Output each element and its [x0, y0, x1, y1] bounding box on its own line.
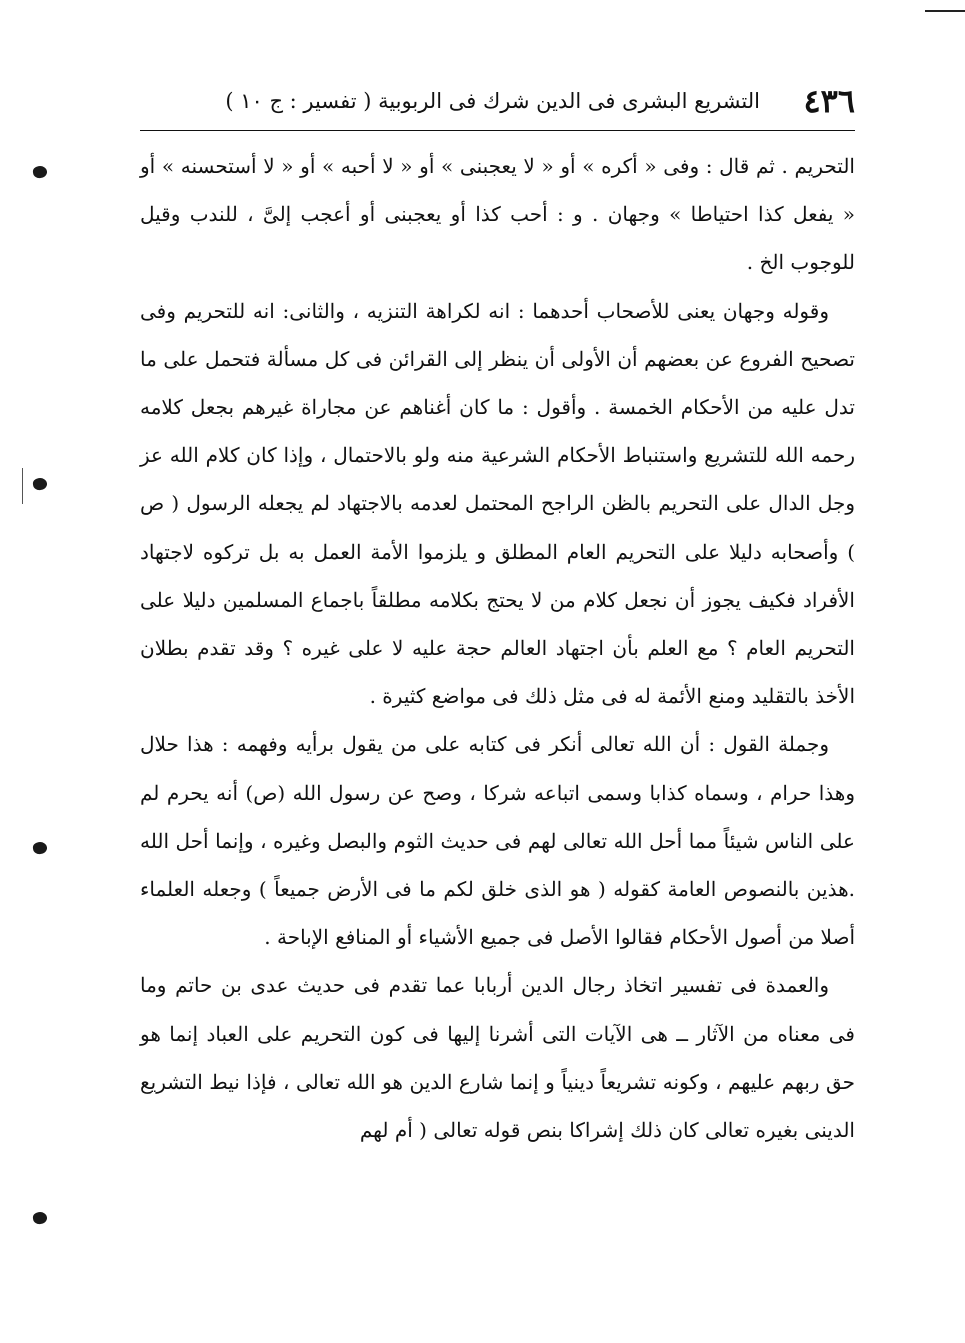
punch-hole-mark	[32, 165, 48, 179]
punch-hole-mark	[32, 1211, 48, 1225]
paragraph: التحريم . ثم قال : وفى « أكره » أو « لا يعجبنى » أو « لا أحبه » أو « لا أستحسنه » أو « يفعل كذا احتياطا » وجهان . و : أحب كذا أو يعجبنى أو أعجب إلىَّ ، للندب وقيل للوجوب الخ .	[140, 154, 855, 275]
corner-scan-line	[925, 10, 965, 12]
header-divider	[140, 130, 855, 131]
margin-tick-mark	[22, 468, 23, 504]
punch-hole-mark	[32, 841, 48, 855]
running-title: التشريع البشرى فى الدين شرك فى الربوبية ( تفسير : ج ١٠ )	[225, 89, 760, 113]
paragraph: والعمدة فى تفسير اتخاذ رجال الدين أربابا عما تقدم فى حديث عدى بن حاتم وما فى معناه من الآثار ــ هى الآيات التى أشرنا إليها فى كون التحريم على العباد إنما هو حق ربهم عليهم ، وكونه تشريعاً دينياً و إنما شارع الدين هو الله تعالى ، فإذا نيط التشريع الدينى بغيره تعالى كان ذلك إشراكا بنص قوله تعالى ( أم لهم	[140, 973, 855, 1143]
page-number: ٤٣٦	[803, 82, 855, 120]
main-text	[140, 142, 855, 1154]
paragraph: وقوله وجهان يعنى للأصحاب أحدهما : انه لكراهة التنزيه ، والثانى: انه للتحريم وفى تصحيح الفروع عن بعضهم أن الأولى أن ينظر إلى القرائن فى كل مسألة فتحمل على ما تدل عليه من الأحكام الخمسة . وأقول : ما كان أغناهم عن مجاراة غيرهم بجعل كلامه رحمه الله للتشريع واستنباط الأحكام الشرعية منه ولو بالاحتمال ، وإذا كان كلام الله عز وجل الدال على التحريم بالظن الراجح المحتمل لعدمه بالاجتهاد لم يجعله الرسول ( ص ) وأصحابه دليلا على التحريم العام المطلق و يلزموا الأمة العمل به بل تركوه لاجتهاد الأفراد فكيف يجوز أن نجعل كلام من لا يحتج بكلامه مطلقاً باجماع المسلمين دليلا على التحريم العام ؟ مع العلم بأن اجتهاد العالم حجة عليه لا على غيره ؟ وقد تقدم بطلان الأخذ بالتقليد ومنع الأئمة له فى مثل ذلك فى مواضع كثيرة .	[140, 298, 855, 709]
punch-hole-mark	[32, 477, 48, 491]
page-header	[140, 78, 855, 124]
paragraph: وجملة القول : أن الله تعالى أنكر فى كتابه على من يقول برأيه وفهمه : هذا حلال وهذا حرام ، وسماه كذابا وسمى اتباعه شركا ، وصح عن رسول الله (ص) أنه يحرم لم على الناس شيئاً مما أحل الله تعالى لهم فى حديث الثوم والبصل وغيره ، وإنما أحل الله .هذين بالنصوص العامة كقوله ( هو الذى خلق لكم ما فى الأرض جميعاً ) وجعله العلماء أصلا من أصول الأحكام فقالوا الأصل فى جميع الأشياء أو المنافع الإباحة .	[140, 732, 855, 950]
